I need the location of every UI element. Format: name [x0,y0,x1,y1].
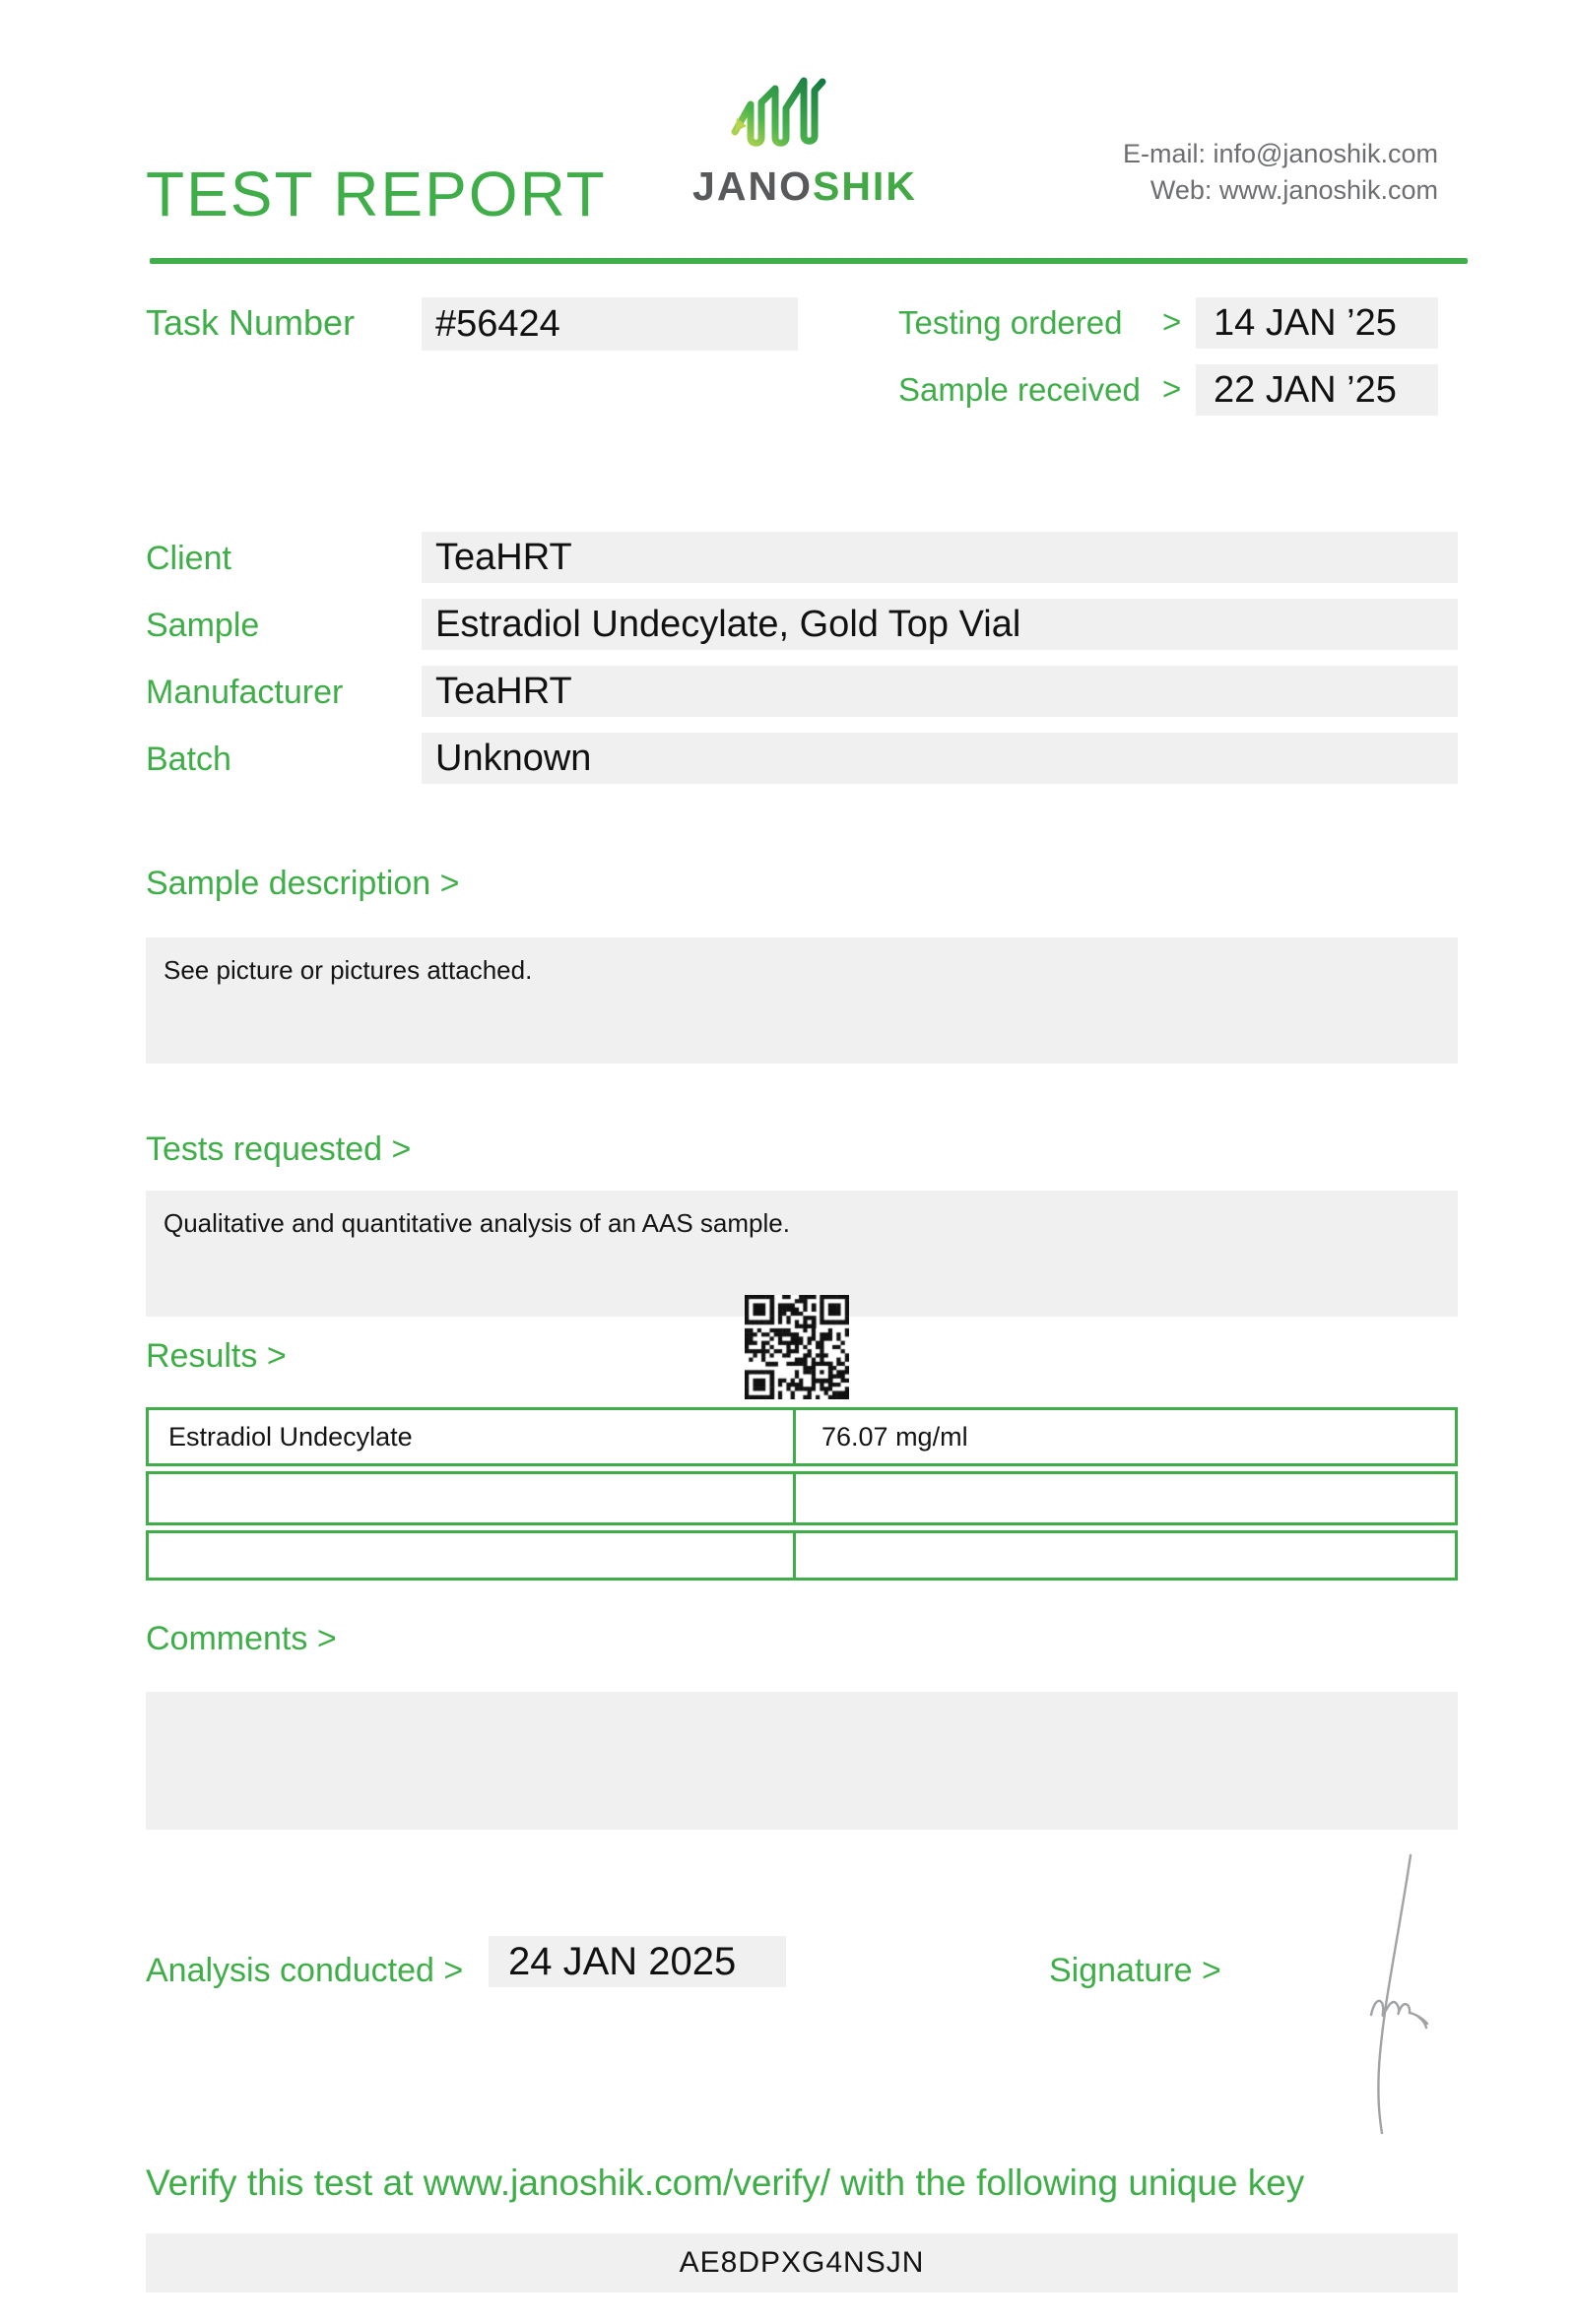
task-number-value: #56424 [435,303,560,345]
manufacturer-value: TeaHRT [435,671,572,712]
contact-web: Web: www.janoshik.com [1149,175,1438,205]
batch-label: Batch [146,741,231,778]
sample-received-arrow-icon: > [1162,370,1182,407]
analysis-date-value: 24 JAN 2025 [508,1940,737,1983]
client-box [422,532,1458,583]
logo-word-shik: SHIK [812,163,917,209]
qr-code [745,1295,849,1399]
page-title: TEST REPORT [146,159,607,229]
logo-word-jano: JANO [692,163,813,209]
comments-heading: Comments > [146,1620,337,1657]
sample-box [422,599,1458,650]
verify-key-box [146,2233,1458,2292]
testing-ordered-label: Testing ordered [898,304,1123,341]
manufacturer-label: Manufacturer [146,674,344,711]
comments-box [146,1692,1458,1830]
analysis-date-box [489,1936,786,1987]
contact-email: E-mail: info@janoshik.com [1122,139,1438,168]
results-table-row [146,1530,1458,1581]
header-divider [150,258,1468,264]
results-value-cell [796,1533,1455,1578]
testing-ordered-arrow-icon: > [1162,303,1182,340]
verify-text: Verify this test at www.janoshik.com/verify/ with the following unique key [146,2163,1305,2203]
results-analyte-cell [149,1410,796,1463]
client-value: TeaHRT [435,537,572,578]
sample-received-box [1196,364,1438,416]
sample-description-heading: Sample description > [146,865,460,902]
batch-box [422,733,1458,784]
comments-text [146,1692,1458,1723]
sample-label: Sample [146,607,260,644]
signature-image [1320,1849,1448,2140]
sample-description-box [146,937,1458,1064]
sample-value: Estradiol Undecylate, Gold Top Vial [435,604,1021,645]
results-heading: Results > [146,1337,287,1375]
testing-ordered-value: 14 JAN ’25 [1214,302,1397,344]
results-value-cell [796,1410,1455,1463]
results-analyte-cell [149,1533,796,1578]
client-label: Client [146,540,231,577]
logo-trend-icon [727,73,845,156]
task-number-label: Task Number [146,302,356,343]
analysis-conducted-label: Analysis conducted > [146,1952,464,1989]
results-analyte: Estradiol Undecylate [168,1421,413,1452]
batch-value: Unknown [435,738,592,779]
signature-label: Signature > [1049,1952,1221,1989]
contact-block [1123,136,1438,209]
results-value-cell [796,1474,1455,1522]
verify-key: AE8DPXG4NSJN [679,2246,925,2279]
testing-ordered-box [1196,297,1438,349]
tests-requested-heading: Tests requested > [146,1130,412,1168]
results-value: 76.07 mg/ml [821,1421,968,1452]
tests-requested-text: Qualitative and quantitative analysis of an AAS sample. [164,1208,790,1238]
sample-received-label: Sample received [898,371,1141,408]
task-number-box [422,297,798,351]
manufacturer-box [422,666,1458,717]
results-table-row [146,1407,1458,1466]
sample-description-text: See picture or pictures attached. [164,955,533,985]
logo-wordmark [678,163,932,210]
results-analyte-cell [149,1474,796,1522]
sample-received-value: 22 JAN ’25 [1214,369,1397,411]
results-table-row [146,1471,1458,1525]
